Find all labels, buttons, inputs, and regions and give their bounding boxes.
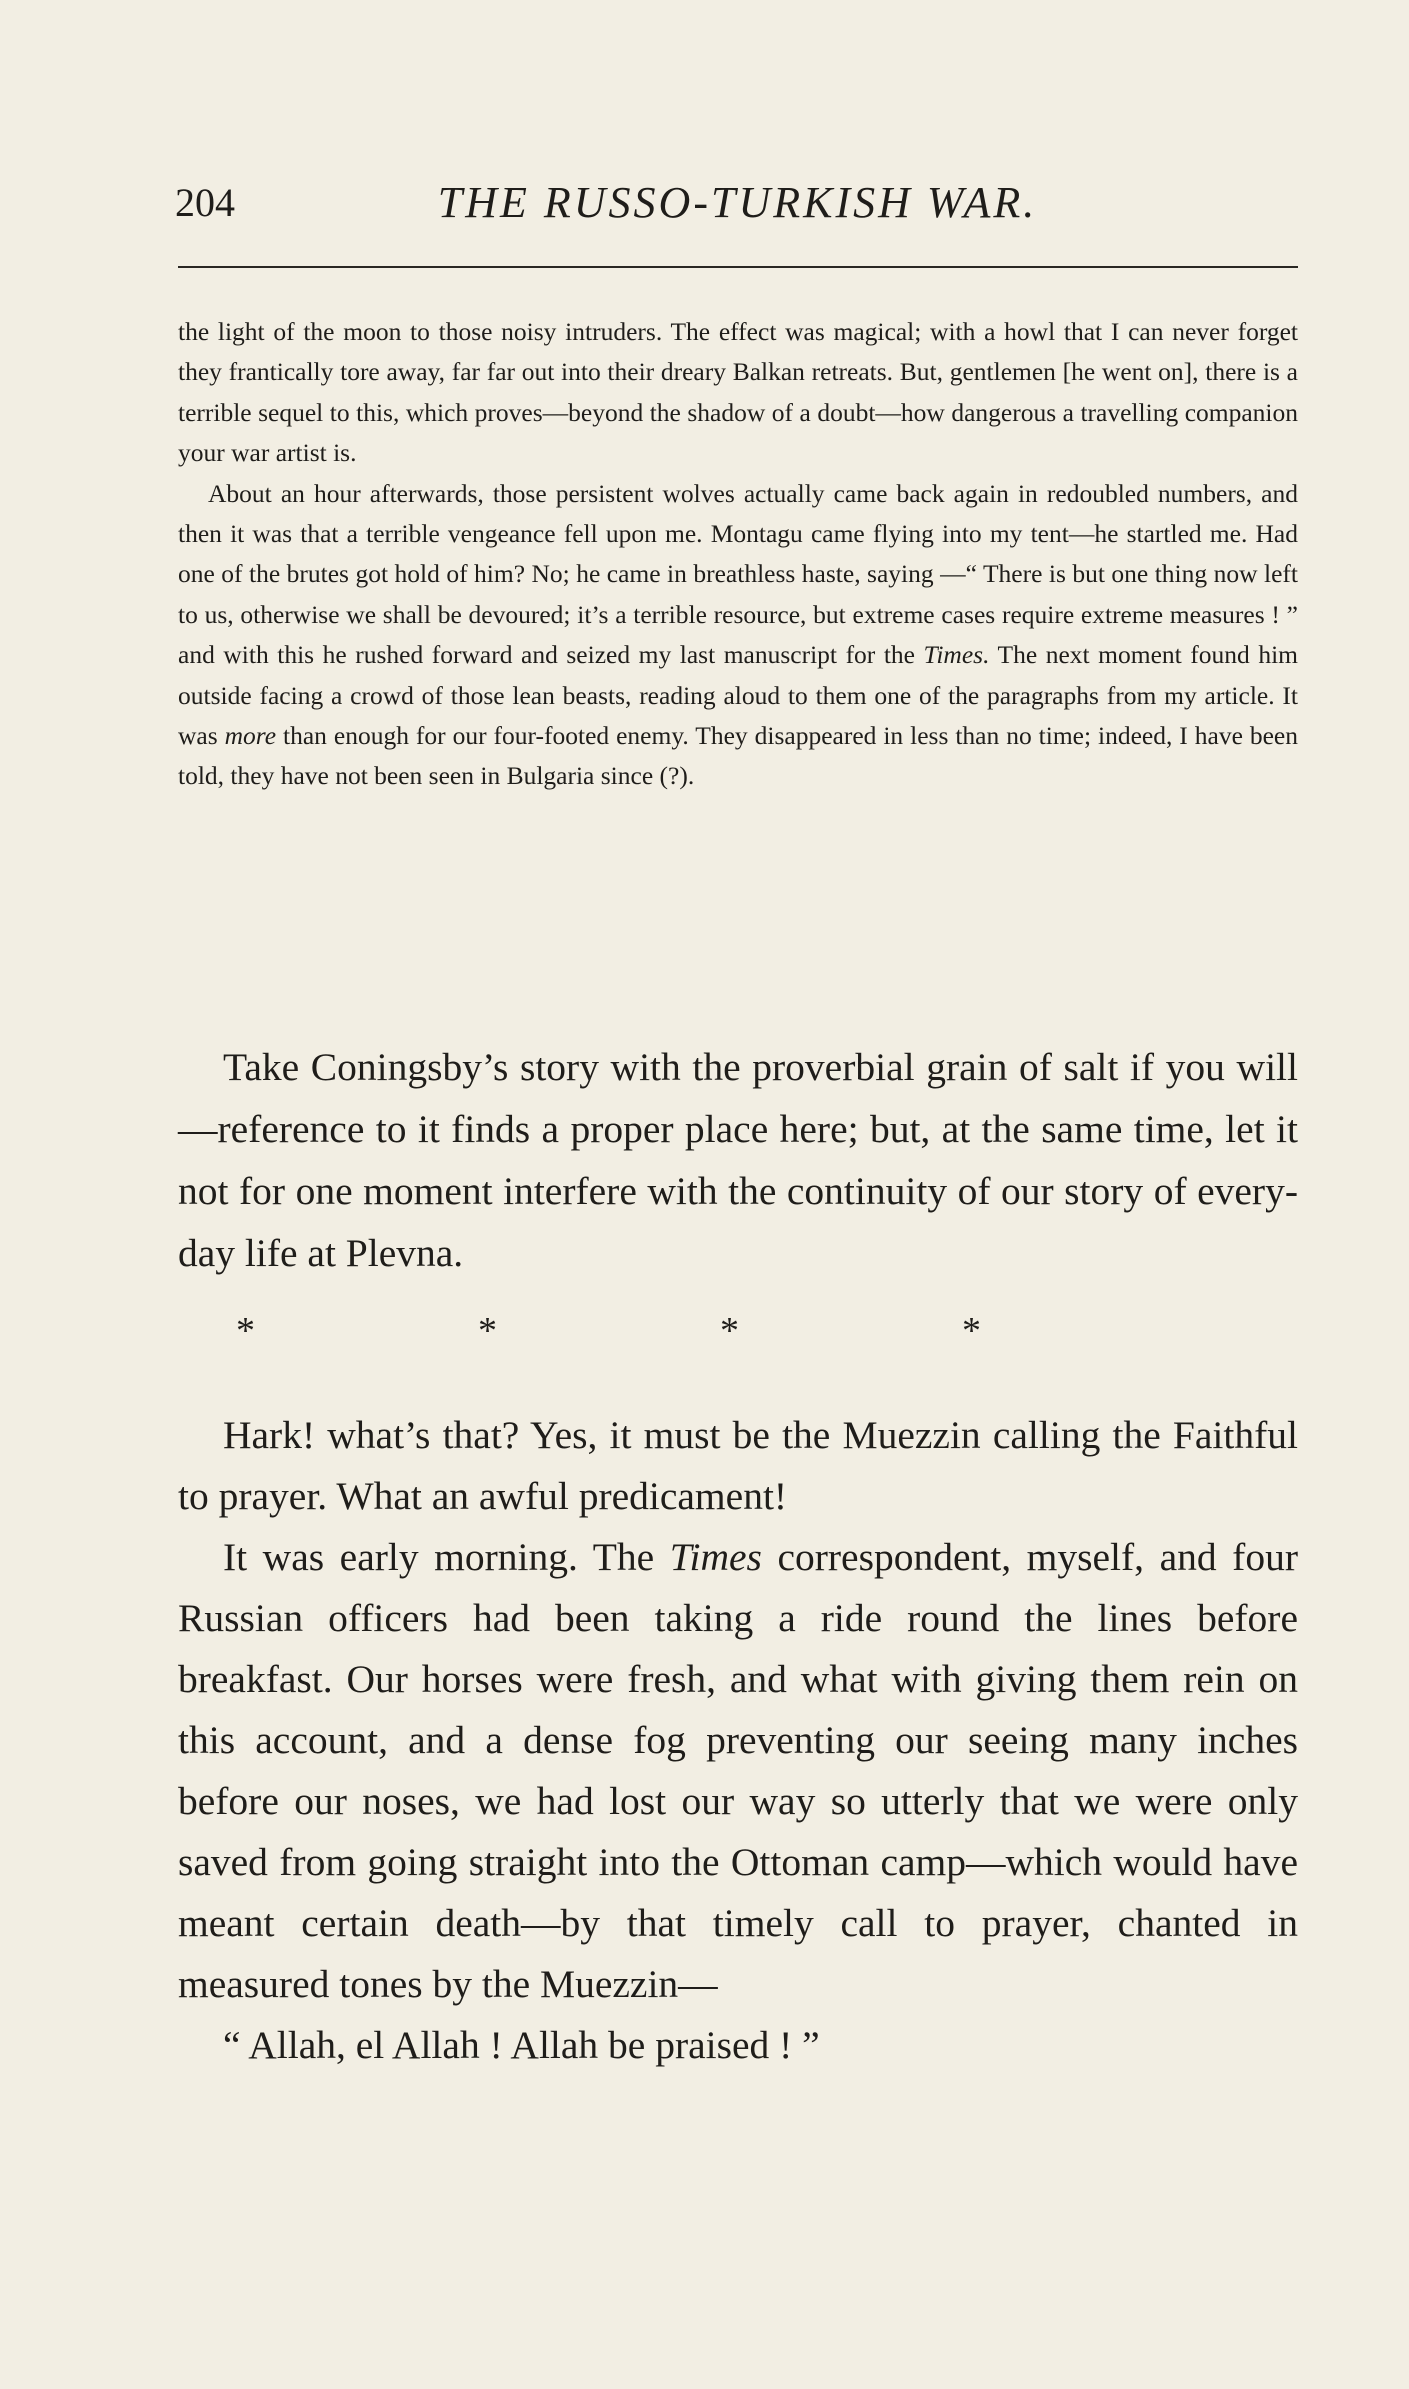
separator-star-4: * bbox=[962, 1310, 981, 1352]
separator-star-3: * bbox=[720, 1310, 739, 1352]
running-title: THE RUSSO-TURKISH WAR. bbox=[437, 178, 1038, 227]
main-paragraph-2-text-b: correspondent, myself, and four Russian officers had been taking a ride round the lines before breakfast. Our horses were fresh, and what with giving them rein on this account, and a dense fog preventing our seeing many inches before our noses, we had lost our way so utterly that we were only saved from going straight into the Ottoman camp—which would have meant certain death—by that timely call to prayer, chanted in measured tones by the Muezzin— bbox=[178, 1535, 1298, 2006]
extract-times-italic: Times. bbox=[923, 640, 990, 670]
extract-more-italic: more bbox=[224, 721, 277, 751]
main-paragraph-2 bbox=[178, 1527, 1298, 2015]
extract-paragraph-1-text: the light of the moon to those noisy intruders. The effect was magical; with a howl that I can never forget they frantically tore away, far far out into their dreary Balkan retreats. But, gentlemen [he went on], there is a terrible sequel to this, which proves—beyond the shadow of a doubt—how dangerous a travelling companion your war artist is. bbox=[178, 317, 1298, 468]
extract-paragraph-2-text-c: than enough for our four-footed enemy. They disappeared in less than no time; indeed, I have been told, they have not been seen in Bulgaria since (?). bbox=[178, 721, 1298, 791]
extract-paragraph-2 bbox=[178, 474, 1298, 797]
separator-star-1: * bbox=[236, 1310, 255, 1352]
header-rule bbox=[178, 266, 1298, 268]
extract-paragraph-1 bbox=[178, 312, 1298, 474]
quoted-extract bbox=[178, 312, 1298, 797]
running-head bbox=[175, 178, 1300, 238]
main-times-italic: Times bbox=[669, 1535, 762, 1579]
muezzin-call-quote: “ Allah, el Allah ! Allah be praised ! ” bbox=[223, 2023, 820, 2067]
separator-star-2: * bbox=[478, 1310, 497, 1352]
page-number: 204 bbox=[175, 180, 235, 225]
main-paragraph-2-text-a: It was early morning. The bbox=[223, 1535, 670, 1579]
coningsby-paragraph bbox=[178, 1036, 1298, 1284]
extract-paragraph-2-text-a: About an hour afterwards, those persistent wolves actually came back again in redoubled numbers, and then it was that a terrible vengeance fell upon me. Montagu came flying into my tent—he startled me. Had one of the brutes got hold of him? No; he came in breathless haste, saying —“ There is but one thing now left to us, otherwise we shall be devoured; it’s a terrible resource, but extreme cases require extreme measures ! ” and with this he rushed forward and seized my last manuscript for the bbox=[178, 478, 1298, 670]
coningsby-text: Take Coningsby’s story with the proverbial grain of salt if you will—reference to it finds a proper place here; but, at the same time, let it not for one moment interfere with the continuity of our story of every-day life at Plevna. bbox=[178, 1045, 1298, 1275]
main-paragraph-1: Hark! what’s that? Yes, it must be the Muezzin calling the Faithful to prayer. What an awful predicament! bbox=[178, 1413, 1298, 1518]
main-text bbox=[178, 1405, 1298, 2076]
extract-paragraph-2-text-b: The next moment found him outside facing a crowd of those lean beasts, reading aloud to them one of the paragraphs from my article. It was bbox=[178, 640, 1298, 751]
